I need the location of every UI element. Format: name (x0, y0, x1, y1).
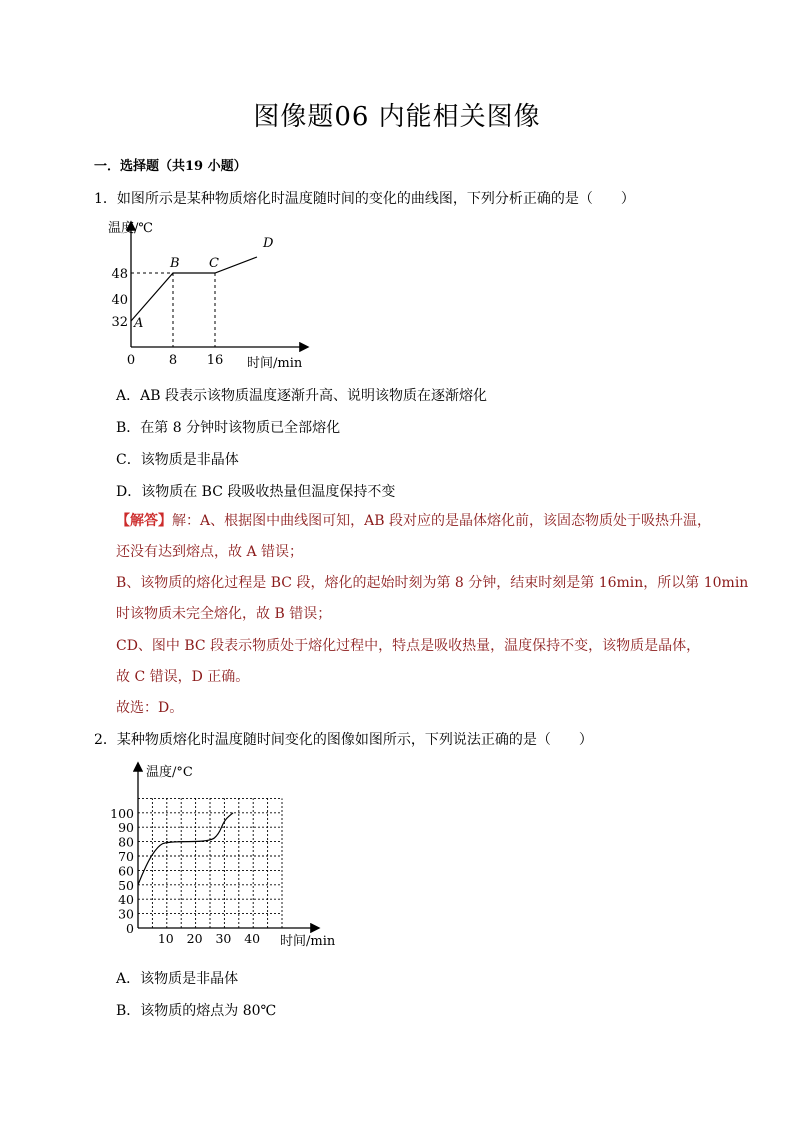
q1-x-tick: 16 (206, 353, 224, 368)
q2-y-tick: 80 (118, 834, 134, 850)
q2-y-tick: 40 (118, 892, 134, 908)
page-title: 图像题06 内能相关图像 (253, 102, 541, 132)
q2-y-tick: 50 (118, 877, 134, 893)
q1-xlabel: 时间/min (247, 356, 303, 371)
q1-y-tick: 40 (111, 293, 128, 308)
q2-y-tick: 90 (118, 820, 134, 836)
answer-tag: 【解答】 (116, 513, 172, 529)
q2-y-tick: 70 (118, 849, 134, 864)
q1-option-b[interactable]: B．在第 8 分钟时该物质已全部熔化 (116, 420, 341, 436)
q2-y-tick: 60 (118, 863, 134, 879)
q2-y-tick: 100 (110, 805, 134, 821)
section-heading: 一．选择题（共19 小题） (94, 159, 247, 174)
q2-x-tick: 10 (157, 931, 174, 946)
q1-option-c[interactable]: C．该物质是非晶体 (116, 452, 239, 468)
q2-xlabel: 时间/min (280, 934, 336, 949)
q2-option-b[interactable]: B．该物质的熔点为 80℃ (116, 1003, 277, 1019)
q2-y-tick: 30 (118, 906, 134, 922)
q1-x-tick: 8 (168, 353, 178, 368)
q1-curve (131, 257, 257, 321)
q2-ylabel: 温度/°C (146, 765, 193, 780)
q1-point-label: D (263, 236, 274, 251)
q1-answer-line3: B、该物质的熔化过程是 BC 段，熔化的起始时刻为第 8 分钟，结束时刻是第 16min，所以第 10min (116, 575, 749, 591)
q1-answer-line7: 故选：D。 (116, 700, 184, 716)
q1-point-label: A (134, 316, 144, 331)
q2-x-tick: 30 (215, 931, 232, 946)
q1-answer-line2: 还没有达到熔点，故 A 错误； (116, 544, 304, 560)
q1-answer-line6: 故 C 错误，D 正确。 (116, 669, 250, 685)
q1-y-tick: 48 (111, 267, 128, 282)
q1-answer-line4: 时该物质未完全熔化，故 B 错误； (116, 606, 332, 622)
q1-point-label: C (209, 256, 219, 271)
q1-x-tick: 0 (126, 353, 136, 368)
q1-option-d[interactable]: D．该物质在 BC 段吸收热量但温度保持不变 (116, 484, 396, 500)
q2-y-tick: 0 (126, 921, 134, 936)
q2-chart (110, 758, 360, 953)
q1-ylabel: 温度/℃ (108, 221, 153, 236)
q2-stem: 2．某种物质熔化时温度随时间变化的图像如图所示，下列说法正确的是（ ） (94, 732, 593, 748)
q2-option-a[interactable]: A．该物质是非晶体 (116, 971, 239, 987)
q1-option-a[interactable]: A．AB 段表示该物质温度逐渐升高、说明该物质在逐渐熔化 (116, 388, 487, 404)
q1-stem: 1．如图所示是某种物质熔化时温度随时间的变化的曲线图，下列分析正确的是（ ） (94, 191, 635, 207)
q1-point-label: B (170, 256, 180, 271)
q1-answer-line5: CD、图中 BC 段表示物质处于熔化过程中，特点是吸收热量，温度保持不变，该物质是晶体， (116, 638, 701, 654)
q2-x-tick: 40 (244, 931, 261, 946)
q1-answer-line1: 【解答】解：A、根据图中曲线图可知，AB 段对应的是晶体熔化前，该固态物质处于吸热升温， (116, 513, 711, 529)
q1-y-tick: 32 (111, 315, 128, 330)
q2-x-tick: 20 (186, 931, 203, 946)
q1-chart (100, 215, 340, 375)
